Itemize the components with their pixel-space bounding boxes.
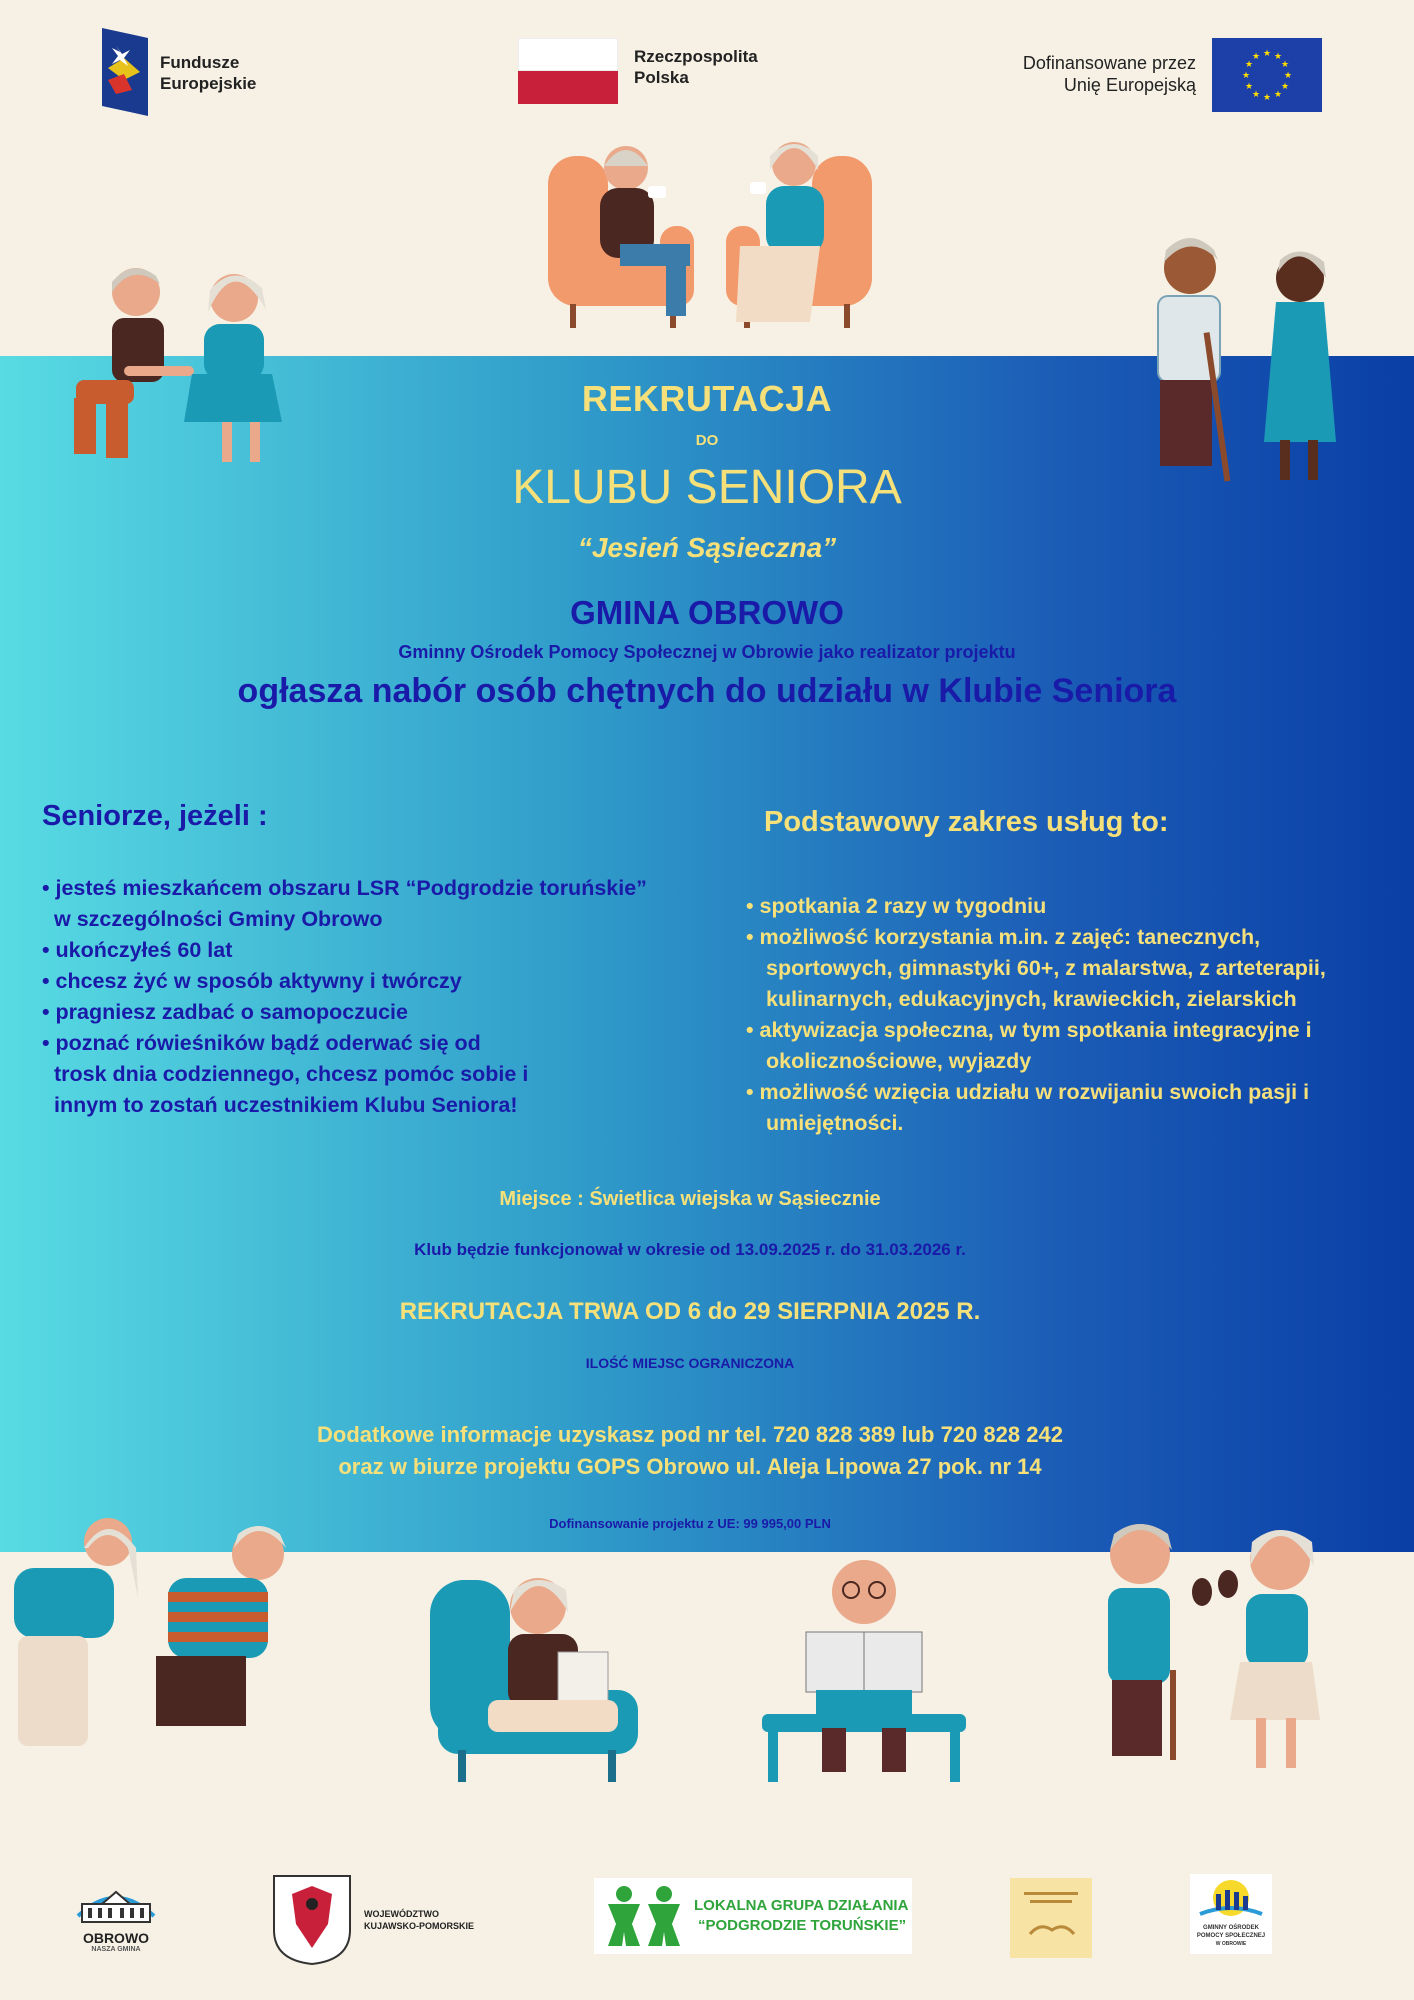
polish-flag-icon bbox=[518, 38, 618, 104]
info-limited-places: ILOŚĆ MIEJSC OGRANICZONA bbox=[585, 1355, 795, 1371]
list-item: innym to zostań uczestnikiem Klubu Seniora! bbox=[54, 1093, 518, 1117]
services-column bbox=[746, 806, 1396, 1139]
list-item: okolicznościowe, wyjazdy bbox=[766, 1049, 1032, 1073]
lgd-logo bbox=[594, 1878, 912, 1954]
list-item: • ukończyłeś 60 lat bbox=[42, 938, 233, 962]
svg-text:★: ★ bbox=[1273, 52, 1283, 62]
gops-family-icon bbox=[1190, 1874, 1272, 1920]
list-item: • możliwość wzięcia udziału w rozwijaniu swoich pasji i bbox=[746, 1080, 1310, 1104]
svg-text:★: ★ bbox=[1244, 82, 1254, 92]
fe-line1: Fundusze bbox=[160, 53, 240, 72]
lgd-people-icon bbox=[604, 1884, 684, 1948]
services-heading: Podstawowy zakres usług to: bbox=[764, 806, 1169, 838]
senior-newspaper-bench-illustration-icon bbox=[756, 1552, 972, 1788]
svg-text:★: ★ bbox=[1280, 60, 1290, 70]
fundusze-europejskie-logo-icon bbox=[102, 28, 148, 116]
title-club-name: “Jesień Sąsieczna” bbox=[577, 532, 837, 563]
info-contact-office: oraz w biurze projektu GOPS Obrowo ul. Aleja Lipowa 27 pok. nr 14 bbox=[338, 1454, 1042, 1479]
eligibility-list bbox=[42, 873, 722, 1121]
list-item: trosk dnia codziennego, chcesz pomóc sobie i bbox=[54, 1062, 529, 1086]
eu-flag-icon bbox=[1212, 38, 1322, 112]
list-item: • pragniesz zadbać o samopoczucie bbox=[42, 1000, 408, 1024]
woj-line1: WOJEWÓDZTWO bbox=[364, 1909, 439, 1919]
svg-text:★: ★ bbox=[1251, 52, 1261, 62]
woj-label bbox=[364, 1908, 474, 1932]
obrowo-building-icon bbox=[72, 1886, 160, 1926]
eligibility-column bbox=[42, 800, 722, 1121]
gops-line1: GMINNY OŚRODEK bbox=[1203, 1925, 1259, 1931]
svg-text:★: ★ bbox=[1251, 90, 1261, 100]
fe-label bbox=[160, 52, 256, 94]
exercising-seniors-illustration-icon bbox=[8, 1508, 298, 1768]
list-item: umiejętności. bbox=[766, 1111, 904, 1135]
obrowo-logo bbox=[72, 1886, 160, 1954]
title-rekrutacja: REKRUTACJA bbox=[581, 378, 833, 419]
lgd-line2: “PODGRODZIE TORUŃSKIE” bbox=[698, 1917, 907, 1934]
gops-line2: POMOCY SPOŁECZNEJ bbox=[1196, 1933, 1266, 1939]
gops-label bbox=[1190, 1924, 1272, 1948]
list-item: • poznać rówieśników bądź oderwać się od bbox=[42, 1031, 481, 1055]
svg-text:★: ★ bbox=[1273, 90, 1283, 100]
title-gmina: GMINA OBROWO bbox=[570, 594, 844, 631]
svg-text:★: ★ bbox=[1262, 93, 1272, 103]
svg-text:★: ★ bbox=[1283, 71, 1293, 81]
walking-seniors-illustration-icon bbox=[1130, 232, 1352, 492]
list-item: • jesteś mieszkańcem obszaru LSR “Podgrodzie toruńskie” bbox=[42, 876, 647, 900]
list-item: w szczególności Gminy Obrowo bbox=[54, 907, 383, 931]
list-item: • spotkania 2 razy w tygodniu bbox=[746, 894, 1047, 918]
lgd-line1: LOKALNA GRUPA DZIAŁANIA bbox=[694, 1897, 909, 1914]
eligibility-heading: Seniorze, jeżeli : bbox=[42, 800, 268, 832]
senior-reading-chair-illustration-icon bbox=[428, 1560, 642, 1788]
ue-label bbox=[970, 52, 1196, 96]
svg-text:★: ★ bbox=[1244, 60, 1254, 70]
singing-seniors-illustration-icon bbox=[1080, 1510, 1362, 1780]
list-item: kulinarnych, edukacyjnych, krawieckich, zielarskich bbox=[766, 987, 1297, 1011]
seniors-armchairs-illustration-icon bbox=[540, 126, 880, 336]
ue-line2: Unię Europejską bbox=[1063, 75, 1196, 95]
gops-logo bbox=[1190, 1874, 1272, 1954]
title-do: DO bbox=[695, 432, 719, 449]
obrowo-sublabel: NASZA GMINA bbox=[91, 1946, 141, 1953]
services-list bbox=[746, 891, 1396, 1139]
info-period: Klub będzie funkcjonował w okresie od 13.09.2025 r. do 31.03.2026 r. bbox=[414, 1240, 966, 1259]
fe-line2: Europejskie bbox=[160, 74, 257, 93]
woj-line2: KUJAWSKO-POMORSKIE bbox=[364, 1921, 475, 1931]
rp-line2: Polska bbox=[634, 68, 689, 87]
list-item: • aktywizacja społeczna, w tym spotkania integracyjne i bbox=[746, 1018, 1312, 1042]
obrowo-label: OBROWO bbox=[82, 1930, 150, 1946]
list-item: • możliwość korzystania m.in. z zajęć: tanecznych, bbox=[746, 925, 1261, 949]
dancing-seniors-illustration-icon bbox=[72, 262, 298, 482]
header-logos bbox=[0, 0, 1414, 130]
ue-line1: Dofinansowane przez bbox=[1022, 53, 1196, 73]
svg-text:★: ★ bbox=[1280, 82, 1290, 92]
kujawsko-pomorskie-coat-of-arms-icon bbox=[272, 1874, 352, 1966]
info-place: Miejsce : Świetlica wiejska w Sąsiecznie bbox=[499, 1188, 881, 1210]
list-item: sportowych, gimnastyki 60+, z malarstwa, z arteterapii, bbox=[766, 956, 1326, 980]
lgd-label bbox=[694, 1896, 908, 1936]
title-gops: Gminny Ośrodek Pomocy Społecznej w Obrowie jako realizator projektu bbox=[398, 642, 1016, 662]
rp-label bbox=[634, 46, 758, 88]
svg-text:★: ★ bbox=[1262, 49, 1272, 59]
rp-line1: Rzeczpospolita bbox=[634, 47, 758, 66]
gops-line3: W OBROWIE bbox=[1215, 1941, 1247, 1947]
title-announcement: ogłasza nabór osób chętnych do udziału w Klubie Seniora bbox=[237, 672, 1177, 710]
title-klub-seniora: KLUBU SENIORA bbox=[512, 461, 902, 514]
list-item: • chcesz żyć w sposób aktywny i twórczy bbox=[42, 969, 462, 993]
info-recruitment-dates: REKRUTACJA TRWA OD 6 do 29 SIERPNIA 2025 R. bbox=[399, 1298, 981, 1325]
info-contact-phone: Dodatkowe informacje uzyskasz pod nr tel. 720 828 389 lub 720 828 242 bbox=[317, 1422, 1063, 1447]
info-funding: Dofinansowanie projektu z UE: 99 995,00 PLN bbox=[549, 1516, 831, 1531]
svg-text:★: ★ bbox=[1241, 71, 1251, 81]
stowarzyszenie-handshake-logo-icon bbox=[1010, 1878, 1092, 1958]
